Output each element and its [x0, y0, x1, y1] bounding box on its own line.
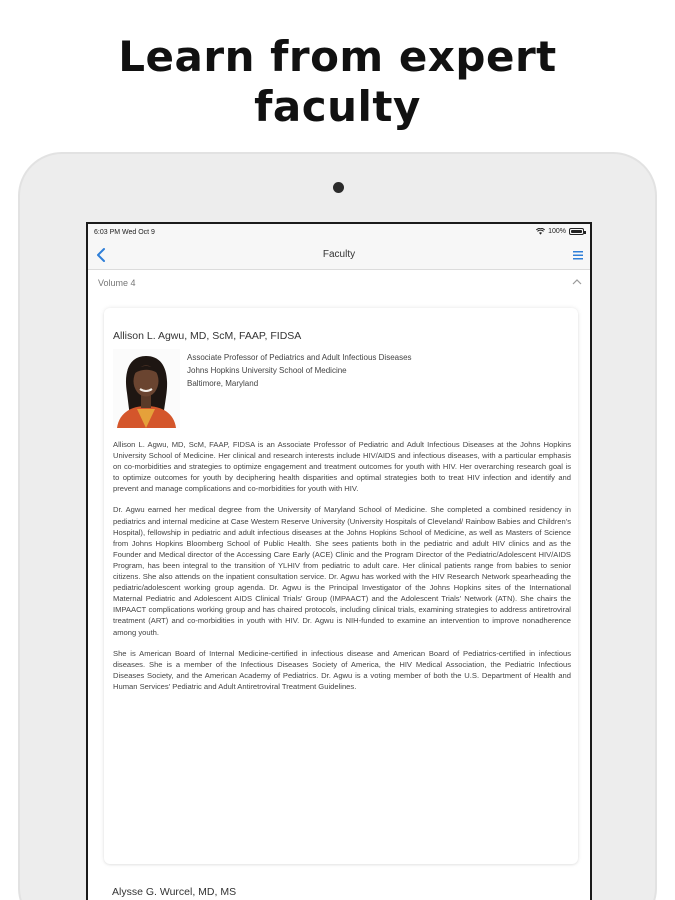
bio-paragraph: She is American Board of Internal Medicine-certified in infectious disease and American Board of Pediatrics-certified in infectious diseases. She is a member of the Infectious Diseases Society of America, the HIV Medical Association, the Pediatric Infectious Diseases Society, and the American Academy of Pediatrics. Dr. Agwu is a voting member of both the U.S. Department of Health and Human Services' Pediatric and Adult Antiretroviral Treatment Guidelines. — [113, 648, 571, 691]
chevron-up-icon[interactable] — [572, 278, 582, 286]
affiliation-school: Johns Hopkins University School of Medicine — [187, 366, 347, 375]
affiliation-location: Baltimore, Maryland — [187, 379, 259, 388]
faculty-bio — [113, 439, 571, 702]
faculty-affiliation — [187, 351, 412, 390]
battery-icon — [569, 228, 584, 235]
bio-paragraph: Allison L. Agwu, MD, ScM, FAAP, FIDSA is an Associate Professor of Pediatric and Adult Infectious Diseases at the Johns Hopkins University School of Medicine. Her clinical and research interests include HIV/AIDS and infectious diseases, with a particular emphasis on co-morbidities and strategies to optimize engagement and treatment outcomes for youth with HIV. Her overarching research goal is to optimize outcomes for youth by deciphering health disparities and optimal strategies both to treat HIV infection and identify and prevent and manage complications and co-morbidities for youth with HIV. — [113, 440, 571, 494]
app-screen — [86, 222, 592, 900]
camera-icon — [333, 182, 344, 193]
faculty-card — [104, 308, 578, 864]
faculty-photo — [113, 349, 180, 428]
headline — [0, 32, 675, 132]
list-icon[interactable] — [572, 249, 584, 261]
affiliation-title: Associate Professor of Pediatrics and Adult Infectious Diseases — [187, 353, 412, 362]
nav-bar — [88, 240, 590, 270]
headline-line-2: faculty — [254, 82, 421, 131]
status-time: 6:03 PM Wed Oct 9 — [94, 229, 155, 236]
page-title: Faculty — [322, 249, 356, 260]
status-bar — [88, 224, 590, 240]
battery-percent: 100% — [548, 228, 566, 235]
faculty-name-next: Alysse G. Wurcel, MD, MS — [112, 886, 237, 898]
section-header[interactable] — [88, 270, 590, 292]
faculty-name: Allison L. Agwu, MD, ScM, FAAP, FIDSA — [113, 330, 302, 342]
wifi-icon — [536, 228, 545, 235]
status-right — [536, 228, 584, 235]
headline-line-1: Learn from expert — [118, 32, 557, 81]
bio-paragraph: Dr. Agwu earned her medical degree from the University of Maryland School of Medicine. She completed a combined residency in pediatrics and internal medicine at Case Western Reserve University (University Hospitals of Cleveland/ Rainbow Babies and Children's Hospital), fellowship in pediatric and adult infectious diseases at the Johns Hopkins School of Medicine, as well as Masters of Science from Johns Hopkins Bloomberg School of Public Health. She sees patients both in the pediatric and adult HIV clinics and as the Founder and Medical director of the Accessing Care Early (ACE) Clinic and the Program Director of the Pediatric/Adolescent HIV/AIDS Program, has been integral to the transition of YLHIV from pediatric to adult care. Her clinical patients range from babies to senior citizens. She also attends on the inpatient consultation service. Dr. Agwu has worked with the HIV Research Network spearheading the pediatric/adolescent working group agenda. Dr. Agwu is the Principal Investigator of the Johns Hopkins sites of the International Maternal Pediatric and Adolescent AIDS Clinical Trials' Group (IMPAACT) and the Adolescent Trials' Network (ATN). She chairs the IMPAACT complications working group and has chaired protocols, including clinical trials, examining strategies to address antiretroviral treatment (ART) and co-morbidities in youth with HIV. Dr. Agwu is NIH-funded to examine an intervention to improve nonadherence among youth. — [113, 505, 571, 637]
section-label: Volume 4 — [98, 278, 136, 288]
